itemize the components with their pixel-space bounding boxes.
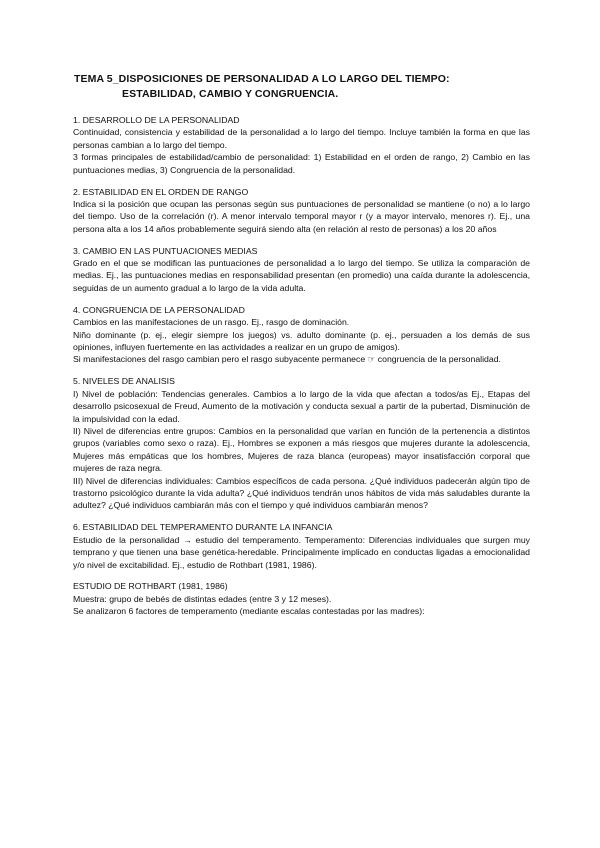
paragraph: Continuidad, consistencia y estabilidad de la personalidad a lo largo del tiempo. Incluye también la forma en que las personas cambian a lo largo del tiempo. xyxy=(73,127,530,150)
document-body xyxy=(73,114,530,627)
document-title xyxy=(74,72,544,102)
section-cambio-medias xyxy=(73,245,530,295)
title-line-2: ESTABILIDAD, CAMBIO Y CONGRUENCIA. xyxy=(122,88,339,100)
section-desarrollo xyxy=(73,114,530,176)
paragraph: III) Nivel de diferencias individuales: Cambios específicos de cada persona. ¿Qué individuos padecerán algún tipo de trastorno psicológico durante la vida adulta? ¿Qué individuos tendrán unos hábitos de vida más saludables durante la adultez? ¿Qué individuos cambiarán más con el tiempo y qué individuos cambiarán menos? xyxy=(73,475,530,511)
section-heading: 5. NIVELES DE ANALISIS xyxy=(73,376,175,387)
section-heading: ESTUDIO DE ROTHBART (1981, 1986) xyxy=(73,581,228,592)
paragraph: I) Nivel de población: Tendencias generales. Cambios a lo largo de la vida que afectan a todos/as Ej., Etapas del desarrollo psicosexual de Freud, Aumento de la motivación y conducta sexual a partir de la pubertad, Disminución de la impulsividad con la edad. xyxy=(73,388,530,424)
paragraph: Niño dominante (p. ej., elegir siempre los juegos) vs. adulto dominante (p. ej., persuaden a los demás de sus opiniones, influyen fuertemente en las actividades a realizar en un grupo de amigos). xyxy=(73,329,530,352)
section-heading: 4. CONGRUENCIA DE LA PERSONALIDAD xyxy=(73,304,245,315)
paragraph: Muestra: grupo de bebés de distintas edades (entre 3 y 12 meses). xyxy=(73,593,332,604)
title-line-1: TEMA 5_DISPOSICIONES DE PERSONALIDAD A LO LARGO DEL TIEMPO: xyxy=(74,73,450,85)
paragraph: Cambios en las manifestaciones de un rasgo. Ej., rasgo de dominación. xyxy=(73,317,350,328)
section-congruencia xyxy=(73,304,530,366)
paragraph: II) Nivel de diferencias entre grupos: Cambios en la personalidad que varían en función de la pertenencia a distintos grupos (variables como sexo o raza). Ej., Hombres se exponen a más riesgos que mujeres durante la adolescencia, Mujeres más empáticas que los hombres, Mujeres de raza blanca (europeas) mayor insatisfacción corporal que mujeres de raza negra. xyxy=(73,425,530,474)
paragraph: Grado en el que se modifican las puntuaciones de personalidad a lo largo del tiempo. Se utiliza la comparación de medias. Ej., las puntuaciones medias en responsabilidad presentan (en promedio) una caída durante la adolescencia, seguidas de un aumento gradual a lo largo de la vida adulta. xyxy=(73,258,530,293)
section-heading: 6. ESTABILIDAD DEL TEMPERAMENTO DURANTE LA INFANCIA xyxy=(73,522,333,533)
paragraph: Se analizaron 6 factores de temperamento (mediante escalas contestadas por las madres): xyxy=(73,606,425,617)
section-estudio-rothbart xyxy=(73,580,530,617)
section-estabilidad-rango xyxy=(73,186,530,236)
section-heading: 3. CAMBIO EN LAS PUNTUACIONES MEDIAS xyxy=(73,245,258,256)
paragraph: Estudio de la personalidad → estudio del temperamento. Temperamento: Diferencias individuales que surgen muy temprano y que tienen una base genética-heredable. Principalmente implicado en conductas ligadas a emocionalidad y/o nivel de excitabilidad. Ej., estudio de Rothbart (1981, 1986). xyxy=(73,534,530,570)
paragraph: Indica si la posición que ocupan las personas según sus puntuaciones de personalidad se mantiene (o no) a lo largo del tiempo. Uso de la correlación (r). A menor intervalo temporal mayor r (y a mayor intervalo, menores r). Ej., una persona alta a los 14 años probablemente seguirá siendo alta (en relación al resto de personas) a los 20 años xyxy=(73,198,530,234)
section-temperamento xyxy=(73,521,530,571)
section-heading: 2. ESTABILIDAD EN EL ORDEN DE RANGO xyxy=(73,186,249,197)
section-niveles-analisis xyxy=(73,375,530,511)
paragraph: 3 formas principales de estabilidad/cambio de personalidad: 1) Estabilidad en el orden de rango, 2) Cambio en las puntuaciones medias, 3) Congruencia de la personalidad. xyxy=(73,152,530,175)
section-heading: 1. DESARROLLO DE LA PERSONALIDAD xyxy=(73,115,240,125)
paragraph: Si manifestaciones del rasgo cambian pero el rasgo subyacente permanece ☞ congruencia de la personalidad. xyxy=(73,354,501,365)
